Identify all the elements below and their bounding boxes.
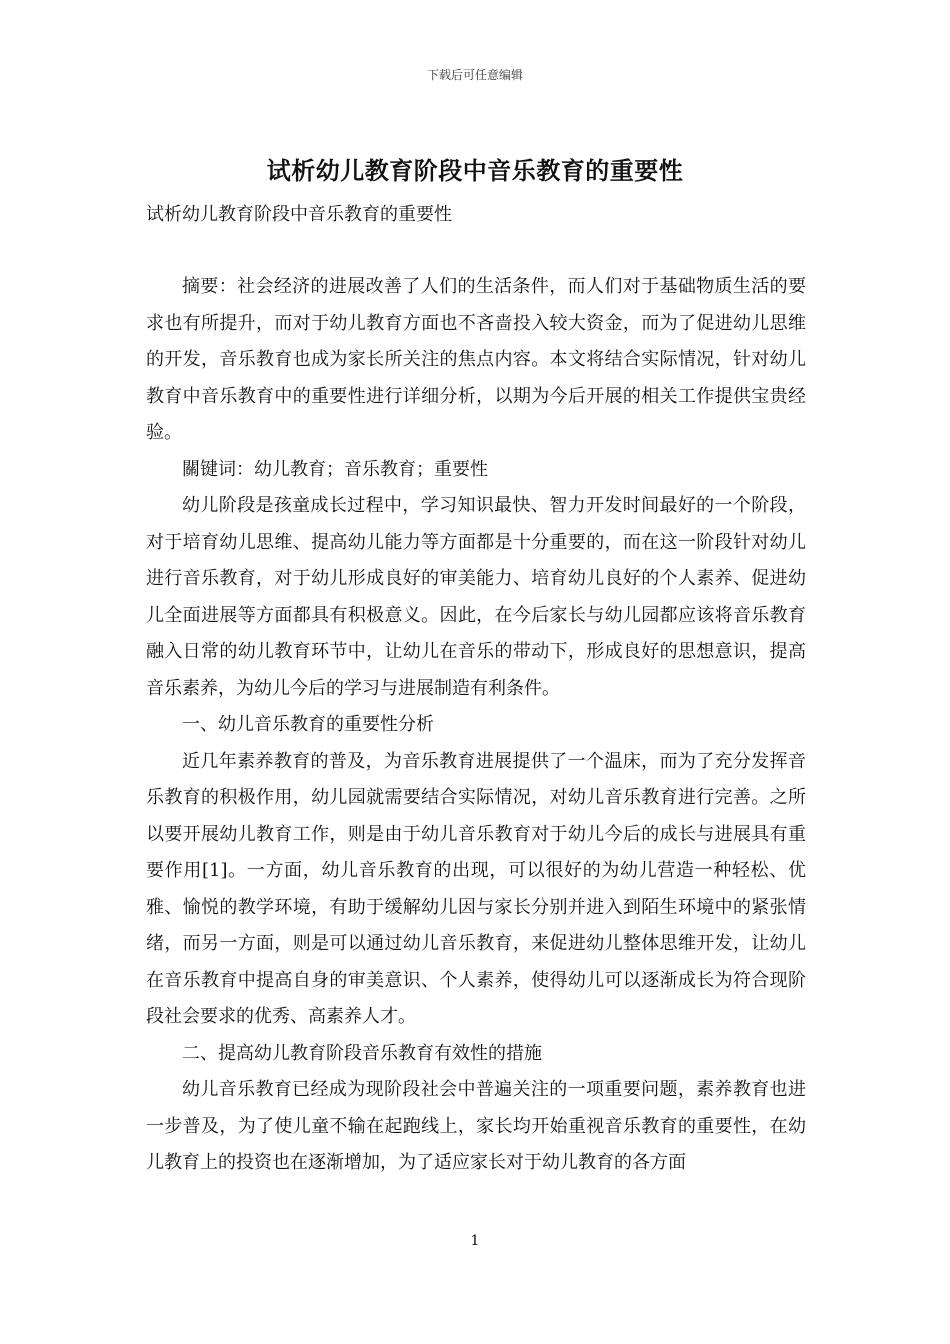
section-heading-2: 二、提高幼儿教育阶段音乐教育有效性的措施 <box>182 1042 542 1064</box>
keywords-paragraph: 關键词：幼儿教育；音乐教育；重要性 <box>182 458 488 480</box>
document-body <box>146 269 806 1182</box>
document-title: 试析幼儿教育阶段中音乐教育的重要性 <box>266 156 684 185</box>
header-note: 下载后可任意编辑 <box>426 68 523 82</box>
intro-paragraph: 幼儿阶段是孩童成长过程中，学习知识最快、智力开发时间最好的一个阶段，对于培育幼儿思维、提高幼儿能力等方面都是十分重要的，而在这一阶段针对幼儿进行音乐教育，对于幼儿形成良好的审美能力、培育幼儿良好的个人素养、促进幼儿全面进展等方面都具有积极意义。因此，在今后家长与幼儿园都应该将音乐教育融入日常的幼儿教育环节中，让幼儿在音乐的带动下，形成良好的思想意识，提高音乐素养，为幼儿今后的学习与进展制造有利条件。 <box>146 495 806 699</box>
section-heading-1: 一、幼儿音乐教育的重要性分析 <box>182 714 434 735</box>
section-1-paragraph: 近几年素养教育的普及，为音乐教育进展提供了一个温床，而为了充分发挥音乐教育的积极作用，幼儿园就需要结合实际情况，对幼儿音乐教育进行完善。之所以要开展幼儿教育工作，则是由于幼儿音乐教育对于幼儿今后的成长与进展具有重要作用[1]。一方面，幼儿音乐教育的出现，可以很好的为幼儿营造一种轻松、优雅、愉悦的教学环境，有助于缓解幼儿因与家长分别并进入到陌生环境中的紧张情绪，而另一方面，则是可以通过幼儿音乐教育，来促进幼儿整体思维开发，让幼儿在音乐教育中提高自身的审美意识、个人素养，使得幼儿可以逐渐成长为符合现阶段社会要求的优秀、高素养人才。 <box>146 750 806 1027</box>
document-subtitle: 试析幼儿教育阶段中音乐教育的重要性 <box>146 204 452 225</box>
page-number: 1 <box>470 1233 480 1249</box>
section-2-paragraph: 幼儿音乐教育已经成为现阶段社会中普遍关注的一项重要问题，素养教育也进一步普及，为了使儿童不输在起跑线上，家长均开始重视音乐教育的重要性，在幼儿教育上的投资也在逐渐增加，为了适应家长对于幼儿教育的各方面 <box>146 1079 806 1173</box>
abstract-paragraph: 摘要：社会经济的进展改善了人们的生活条件，而人们对于基础物质生活的要求也有所提升，而对于幼儿教育方面也不吝啬投入较大资金，而为了促进幼儿思维的开发，音乐教育也成为家长所关注的焦点内容。本文将结合实际情况，针对幼儿教育中音乐教育中的重要性进行详细分析，以期为今后开展的相关工作提供宝贵经验。 <box>146 276 806 443</box>
